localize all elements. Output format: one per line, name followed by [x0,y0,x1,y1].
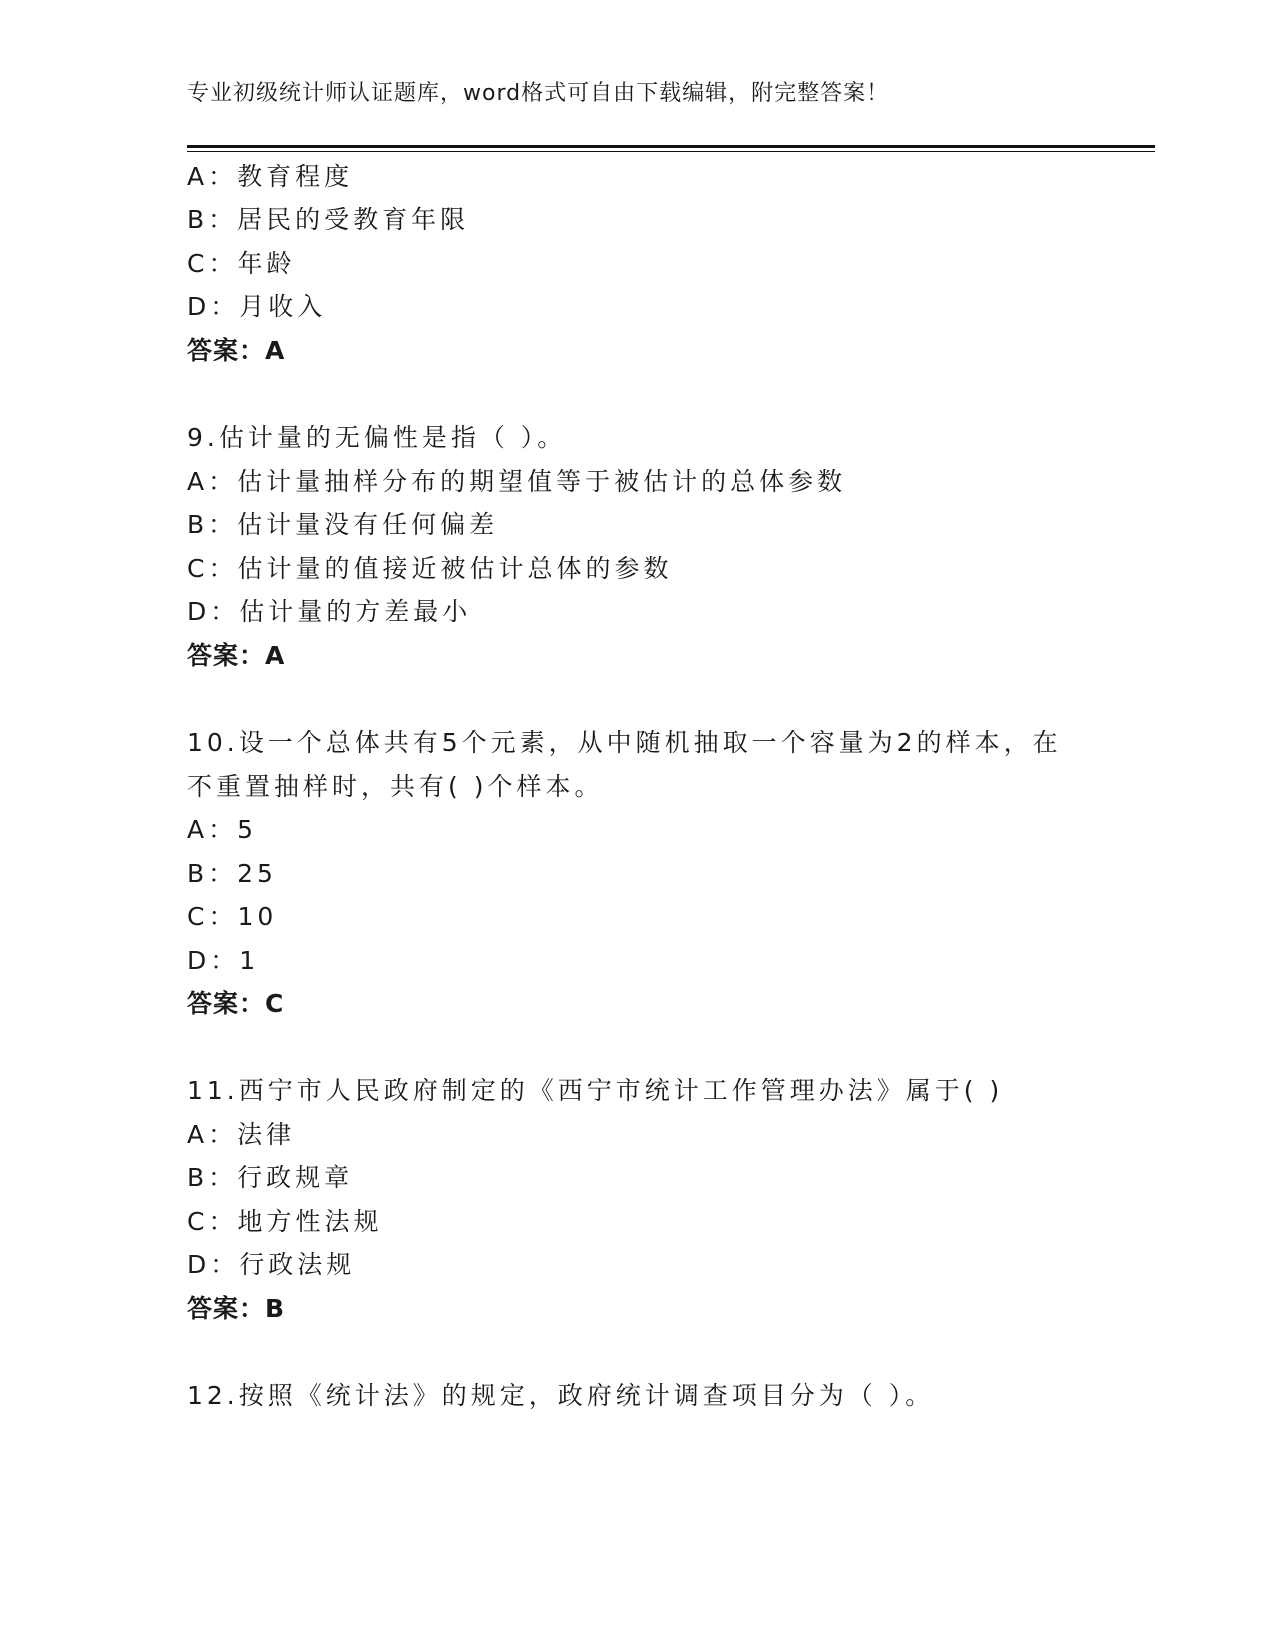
answer: 答案：A [187,641,286,670]
option-b: B：估计量没有任何偏差 [187,510,499,539]
answer: 答案：A [187,336,286,365]
question-stem: 9.估计量的无偏性是指（ ）。 [187,423,567,452]
option-d: D：估计量的方差最小 [187,597,472,626]
option-a: A：法律 [187,1120,296,1149]
option-d: D：行政法规 [187,1250,356,1279]
page-header: 专业初级统计师认证题库，word格式可自由下载编辑，附完整答案！ [187,81,890,106]
header-divider [187,145,1155,148]
option-b: B：25 [187,859,277,888]
option-a: A：教育程度 [187,162,354,191]
option-a: A：估计量抽样分布的期望值等于被估计的总体参数 [187,467,847,496]
question-stem-line2: 不重置抽样时，共有( )个样本。 [187,772,604,801]
option-c: C：地方性法规 [187,1207,383,1236]
option-d: D：1 [187,946,260,975]
question-stem: 11.西宁市人民政府制定的《西宁市统计工作管理办法》属于( ) [187,1076,1004,1105]
option-c: C：年龄 [187,249,296,278]
option-b: B：行政规章 [187,1163,354,1192]
option-a: A：5 [187,815,258,844]
answer: 答案：B [187,1294,286,1323]
question-stem: 12.按照《统计法》的规定，政府统计调查项目分为（ ）。 [187,1381,935,1410]
option-c: C：估计量的值接近被估计总体的参数 [187,554,673,583]
option-c: C：10 [187,902,278,931]
question-stem-line1: 10.设一个总体共有5个元素，从中随机抽取一个容量为2的样本，在 [187,728,1062,757]
option-d: D：月收入 [187,292,327,321]
header-divider-thin [187,151,1155,152]
option-b: B：居民的受教育年限 [187,205,470,234]
answer: 答案：C [187,989,285,1018]
